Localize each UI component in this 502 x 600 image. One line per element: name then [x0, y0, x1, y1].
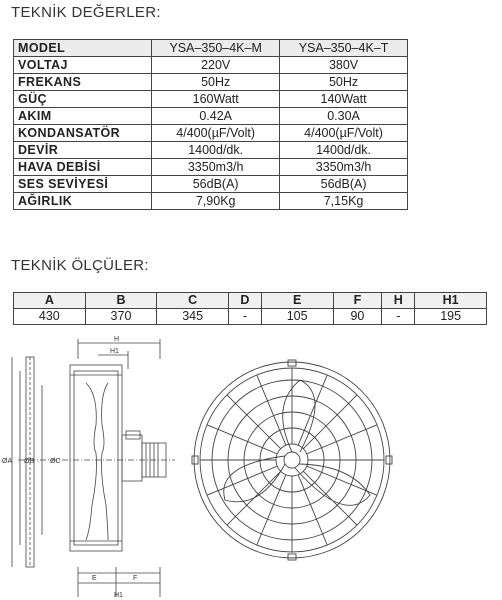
spec-label: FREKANS	[14, 74, 152, 91]
spec-label: AKIM	[14, 108, 152, 125]
spec-label: GÜÇ	[14, 91, 152, 108]
dimension-header: F	[333, 293, 382, 309]
spec-row	[14, 125, 408, 142]
grille-spoke	[303, 471, 357, 525]
label-diameter-a: ØA	[2, 458, 13, 465]
spec-value-m: 56dB(A)	[152, 176, 280, 193]
front-view	[192, 360, 392, 560]
label-f: F	[133, 575, 138, 582]
spec-row	[14, 91, 408, 108]
dimension-value: 430	[14, 309, 86, 325]
spec-value-t: 50Hz	[280, 74, 408, 91]
spec-value-m: 160Watt	[152, 91, 280, 108]
dimension-header: H1	[415, 293, 487, 309]
dimension-value: 105	[261, 309, 333, 325]
grille-spoke	[303, 395, 357, 449]
spec-row	[14, 108, 408, 125]
spec-label: KONDANSATÖR	[14, 125, 152, 142]
grille-spoke	[207, 466, 277, 495]
dimension-value: 195	[415, 309, 487, 325]
dimensions-value-row	[14, 309, 487, 325]
dimension-header: H	[382, 293, 415, 309]
spec-value-t: 56dB(A)	[280, 176, 408, 193]
spec-label: HAVA DEBİSİ	[14, 159, 152, 176]
label-h1-top: H1	[110, 348, 119, 355]
dimension-value: 345	[157, 309, 229, 325]
technical-drawing	[0, 335, 502, 600]
dimension-header: E	[261, 293, 333, 309]
grille-spoke	[298, 475, 327, 545]
spec-value-t: 3350m3/h	[280, 159, 408, 176]
spec-table	[13, 39, 408, 210]
dimensions-title: TEKNİK ÖLÇÜLER:	[11, 257, 149, 274]
grille-spoke	[257, 375, 286, 445]
grille-spoke	[307, 425, 377, 454]
spec-value-m: 50Hz	[152, 74, 280, 91]
dimension-value: 370	[85, 309, 157, 325]
spec-row	[14, 142, 408, 159]
spec-label: VOLTAJ	[14, 57, 152, 74]
dimensions-table	[13, 292, 487, 325]
spec-value-m: 220V	[152, 57, 280, 74]
label-h-top: H	[114, 336, 120, 343]
spec-row	[14, 176, 408, 193]
spec-value-m: 7,90Kg	[152, 193, 280, 210]
dimension-header: D	[228, 293, 261, 309]
grille-spoke	[227, 395, 281, 449]
spec-value-m: 4/400(µF/Volt)	[152, 125, 280, 142]
spec-value-t: 0.30A	[280, 108, 408, 125]
spec-value-t: YSA–350–4K–T	[280, 40, 408, 57]
spec-row	[14, 159, 408, 176]
grille-spoke	[257, 475, 286, 545]
dimension-header: A	[14, 293, 86, 309]
side-view	[12, 339, 175, 597]
label-e: E	[92, 575, 97, 582]
label-h1-bottom: H1	[114, 592, 123, 599]
spec-label: SES SEVİYESİ	[14, 176, 152, 193]
spec-value-m: 3350m3/h	[152, 159, 280, 176]
spec-value-t: 7,15Kg	[280, 193, 408, 210]
spec-label: AĞIRLIK	[14, 193, 152, 210]
grille-spoke	[298, 375, 327, 445]
spec-value-t: 380V	[280, 57, 408, 74]
dimension-value: -	[228, 309, 261, 325]
dimension-header: B	[85, 293, 157, 309]
spec-row	[14, 57, 408, 74]
spec-title: TEKNİK DEĞERLER:	[11, 4, 161, 21]
dimension-value: 90	[333, 309, 382, 325]
spec-row	[14, 74, 408, 91]
label-diameter-b: ØB	[24, 458, 35, 465]
spec-value-m: 1400d/dk.	[152, 142, 280, 159]
label-diameter-c: ØC	[50, 458, 61, 465]
dimension-value: -	[382, 309, 415, 325]
spec-row	[14, 193, 408, 210]
dimension-header: C	[157, 293, 229, 309]
spec-label: MODEL	[14, 40, 152, 57]
spec-value-m: YSA–350–4K–M	[152, 40, 280, 57]
spec-value-t: 140Watt	[280, 91, 408, 108]
grille-spoke	[207, 425, 277, 454]
dimensions-header-row	[14, 293, 487, 309]
spec-value-t: 4/400(µF/Volt)	[280, 125, 408, 142]
spec-value-t: 1400d/dk.	[280, 142, 408, 159]
spec-row	[14, 40, 408, 57]
spec-value-m: 0.42A	[152, 108, 280, 125]
spec-label: DEVİR	[14, 142, 152, 159]
